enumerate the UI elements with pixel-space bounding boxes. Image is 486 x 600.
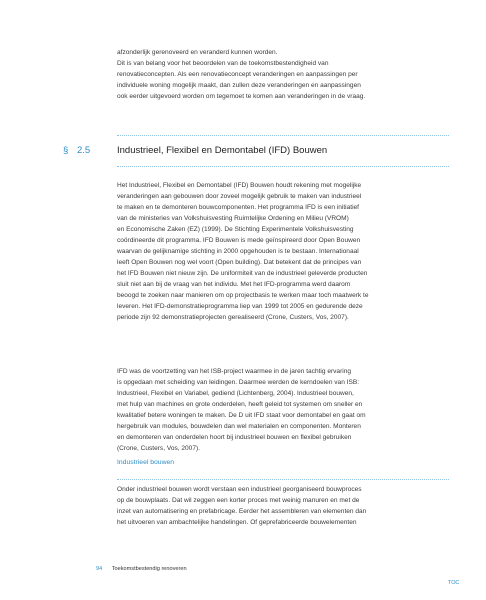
text-line: op de bouwplaats. Dat wil zeggen een korter proces met weinig manuren en met de bbox=[117, 497, 360, 504]
text-line: met hulp van machines en grote onderdelen, heeft geleid tot systemen om sneller en bbox=[117, 401, 363, 408]
section-symbol: § bbox=[63, 145, 69, 156]
text-line: is opgedaan met scheiding van leidingen. Daarmee werden de kerndoelen van ISB: bbox=[117, 379, 360, 386]
text-line: kwalitatief betere woningen te maken. De D uit IFD staat voor demontabel en gaat om bbox=[117, 412, 366, 419]
body-paragraph-2 bbox=[117, 366, 449, 454]
text-line: Industrieel, Flexibel en Variabel, gediend (Lichtenberg, 2004). Industrieel bouwen, bbox=[117, 390, 354, 397]
text-line: sluit niet aan bij de vraag van het individu. Met het IFD-programma werd daarom bbox=[117, 281, 351, 288]
page-footer bbox=[96, 566, 187, 572]
text-line: en Economische Zaken (EZ) (1999). De Stichting Experimentele Volkshuisvesting bbox=[117, 226, 354, 233]
section-bottom-divider bbox=[117, 166, 449, 167]
text-line: veranderingen aan gebouwen door zoveel mogelijk gebruik te maken van industrieel bbox=[117, 193, 362, 200]
text-line: coördineerde dit programma. IFD Bouwen is mede geïnspireerd door Open Bouwen bbox=[117, 237, 361, 244]
text-line: Onder industrieel bouwen wordt verstaan een industrieel georganiseerd bouwproces bbox=[117, 486, 362, 493]
text-line: beoogd te zoeken naar manieren om op projectbasis te werken maar toch maatwerk te bbox=[117, 292, 369, 299]
subheading-divider bbox=[117, 479, 449, 480]
text-line: IFD was de voortzetting van het ISB-project waarmee in de jaren tachtig ervaring bbox=[117, 368, 351, 375]
text-line: individuele woning mogelijk maakt, dan zullen deze veranderingen en aanpassingen bbox=[117, 82, 361, 89]
text-line: hergebruik van modules, bouwdelen dan wel materialen en componenten. Monteren bbox=[117, 423, 361, 430]
section-title: Industrieel, Flexibel en Demontabel (IFD) Bouwen bbox=[117, 145, 328, 156]
text-line: leveren. Het IFD-demonstratieprogramma liep van 1999 tot 2005 en gedurende deze bbox=[117, 303, 363, 310]
text-line: (Crone, Custers, Vos, 2007). bbox=[117, 445, 200, 452]
text-line: periode zijn 92 demonstratieprojecten gerealiseerd (Crone, Custers, Vos, 2007). bbox=[117, 314, 349, 321]
text-line: te maken en te demonteren bouwcomponenten. Het programma IFD is een initiatief bbox=[117, 204, 360, 211]
subheading: Industrieel bouwen bbox=[117, 459, 175, 466]
text-line: renovatieconcepten. Als een renovatieconcept veranderingen en aanpassingen per bbox=[117, 71, 358, 78]
text-line: en demonteren van onderdelen hoort bij industrieel bouwen en flexibel gebruiken bbox=[117, 434, 352, 441]
text-line: het IFD Bouwen niet nieuw zijn. De uniformiteit van de industrieel geleverde producten bbox=[117, 270, 368, 277]
text-line: Het Industrieel, Flexibel en Demontabel (IFD) Bouwen houdt rekening met mogelijke bbox=[117, 182, 362, 189]
body-paragraph-1 bbox=[117, 180, 449, 323]
section-number: 2.5 bbox=[77, 145, 91, 156]
running-title: Toekomstbestendig renoveren bbox=[111, 566, 187, 572]
text-line: leeft Open Bouwen nog wel voort (Open building). Dat betekent dat de principes van bbox=[117, 259, 362, 266]
section-heading bbox=[63, 141, 449, 161]
text-line: Dit is van belang voor het beoordelen van de toekomstbestendigheid van bbox=[117, 60, 329, 67]
toc-link[interactable]: TOC bbox=[448, 580, 460, 586]
text-line: ook eerder uitgevoerd worden om tegemoet te komen aan veranderingen in de vraag. bbox=[117, 93, 366, 100]
page-number: 94 bbox=[96, 566, 103, 572]
text-line: afzonderlijk gerenoveerd en veranderd kunnen worden. bbox=[117, 49, 278, 56]
intro-paragraph bbox=[117, 47, 449, 102]
text-line: inzet van automatisering en prefabricage. Eerder het assembleren van elementen dan bbox=[117, 508, 367, 515]
text-line: van de ministeries van Volkshuisvesting Ruimtelijke Ordening en Milieu (VROM) bbox=[117, 215, 349, 222]
text-line: waarvan de gelijknamige stichting in 2000 opgehouden is te bestaan. Internationaal bbox=[117, 248, 359, 255]
body-paragraph-3 bbox=[117, 484, 449, 528]
section-top-divider bbox=[117, 135, 449, 136]
text-line: het uitvoeren van ambachtelijke handelingen. Of geprefabriceerde bouwelementen bbox=[117, 519, 357, 526]
